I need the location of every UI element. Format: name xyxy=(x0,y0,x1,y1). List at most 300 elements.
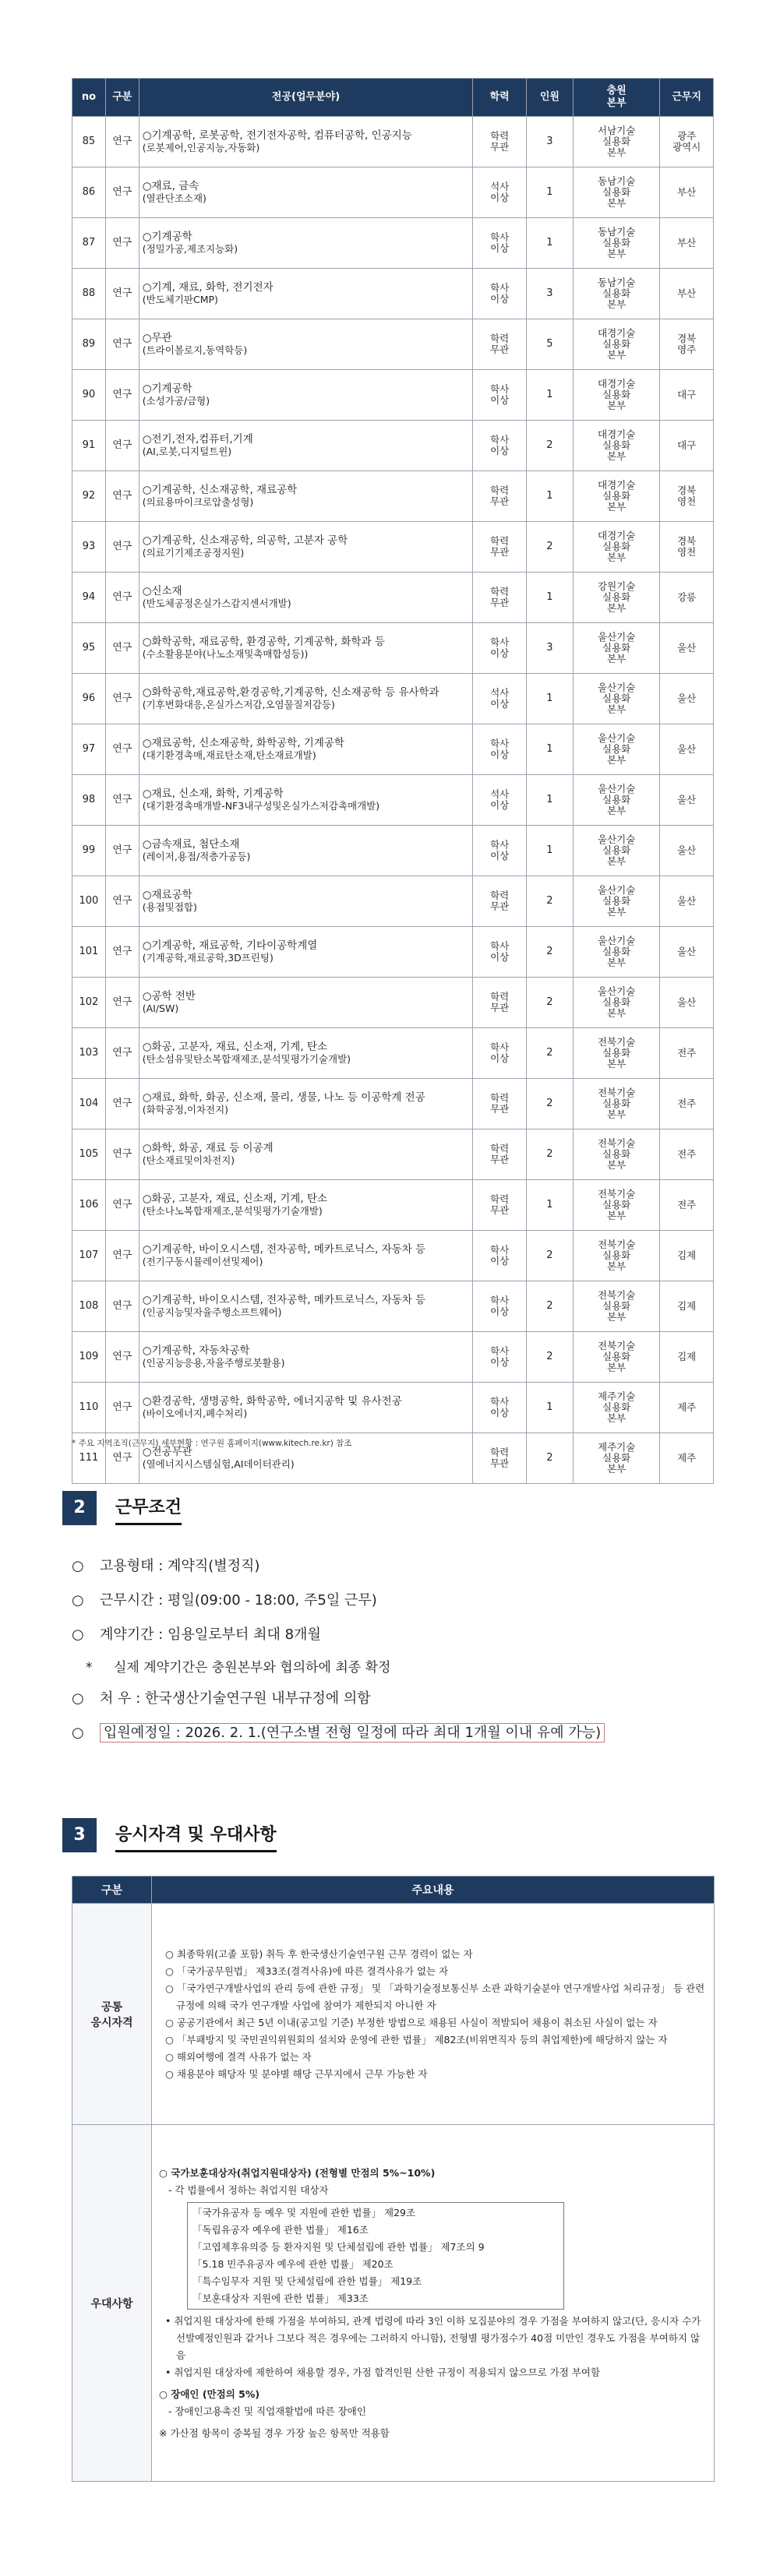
hq-text: 본부 xyxy=(607,1412,627,1424)
location-text: 울산 xyxy=(677,844,697,856)
row-field xyxy=(139,674,473,724)
row-type: 연구 xyxy=(105,674,139,724)
field-major: ○재료공학 xyxy=(142,889,192,901)
field-major: ○기계공학 xyxy=(142,231,192,243)
row-hq xyxy=(573,876,659,927)
row-location xyxy=(660,117,714,167)
table-row xyxy=(72,775,714,826)
education-text: 석사 xyxy=(490,687,510,699)
row-type: 연구 xyxy=(105,117,139,167)
row-field xyxy=(139,319,473,370)
row-no: 92 xyxy=(72,471,106,522)
field-major: ○금속재료, 첨단소재 xyxy=(142,838,240,851)
hq-text: 강원기술 xyxy=(598,580,636,592)
row-location xyxy=(660,1079,714,1129)
row-type: 연구 xyxy=(105,1383,139,1433)
location-text: 김제 xyxy=(677,1351,697,1362)
location-text: 경북 xyxy=(677,485,697,496)
row-field xyxy=(139,269,473,319)
row-no: 86 xyxy=(72,167,106,218)
row-field xyxy=(139,573,473,623)
hq-text: 실용화 xyxy=(602,692,631,704)
row-education xyxy=(473,674,527,724)
row-type: 연구 xyxy=(105,218,139,269)
field-detail: (의료기기제조공정지원) xyxy=(142,547,245,559)
location-text: 울산 xyxy=(677,642,697,654)
education-text: 무관 xyxy=(490,1002,510,1013)
condition-bullet: ○ xyxy=(72,1626,84,1643)
table-row xyxy=(72,1180,714,1231)
preference-row xyxy=(72,2125,715,2482)
condition-item xyxy=(72,1687,711,1707)
row-hq xyxy=(573,1231,659,1281)
row-count: 2 xyxy=(526,1231,573,1281)
row-no: 110 xyxy=(72,1383,106,1433)
hq-text: 실용화 xyxy=(602,743,631,755)
row-count: 2 xyxy=(526,1129,573,1180)
row-type: 연구 xyxy=(105,1332,139,1383)
row-type: 연구 xyxy=(105,927,139,978)
condition-text: 처 우 : 한국생산기술연구원 내부규정에 의함 xyxy=(100,1690,371,1707)
table-row xyxy=(72,826,714,876)
row-count: 2 xyxy=(526,421,573,471)
table-row xyxy=(72,1079,714,1129)
row-hq xyxy=(573,421,659,471)
hq-text: 본부 xyxy=(607,653,627,664)
table-row xyxy=(72,1129,714,1180)
education-text: 학력 xyxy=(490,1193,510,1205)
preference-content xyxy=(152,2125,715,2482)
qualification-item: ○ 최종학위(고졸 포함) 취득 후 한국생산기술연구원 근무 경력이 없는 자 xyxy=(165,1947,473,1960)
row-field xyxy=(139,623,473,674)
condition-text: 계약기간 : 임용일로부터 최대 8개월 xyxy=(100,1626,321,1643)
row-count: 1 xyxy=(526,218,573,269)
education-text: 무관 xyxy=(490,597,510,608)
row-count: 2 xyxy=(526,1281,573,1332)
row-field xyxy=(139,370,473,421)
table-row xyxy=(72,218,714,269)
preference-label: 우대사항 xyxy=(72,2125,152,2482)
location-text: 영주 xyxy=(677,344,697,355)
row-type: 연구 xyxy=(105,1281,139,1332)
row-type: 연구 xyxy=(105,876,139,927)
row-no: 93 xyxy=(72,522,106,573)
education-text: 학력 xyxy=(490,130,510,142)
preference-note: • 취업지원 대상자에 제한하여 채용할 경우, 가점 합격인원 산한 규정이 적용되지 않으므로 가점 부여함 xyxy=(165,2366,601,2378)
education-text: 학력 xyxy=(490,1092,510,1104)
row-education xyxy=(473,370,527,421)
row-education xyxy=(473,978,527,1028)
education-text: 이상 xyxy=(490,1255,510,1267)
field-detail: (기후변화대응,온실가스저감,오염물질저감등) xyxy=(142,699,335,710)
row-count: 3 xyxy=(526,269,573,319)
location-text: 영천 xyxy=(677,546,697,558)
row-education xyxy=(473,1231,527,1281)
row-education xyxy=(473,1079,527,1129)
row-education xyxy=(473,1180,527,1231)
table-row xyxy=(72,269,714,319)
row-location xyxy=(660,978,714,1028)
hq-text: 제주기술 xyxy=(598,1441,636,1453)
row-type: 연구 xyxy=(105,471,139,522)
hq-text: 본부 xyxy=(607,197,627,209)
qualification-table xyxy=(72,1876,715,2482)
education-text: 학력 xyxy=(490,535,510,547)
field-detail: (탄소나노복합재제조,분석및평가기술개발) xyxy=(142,1205,323,1217)
general-qualification-row xyxy=(72,1904,715,2125)
row-hq xyxy=(573,674,659,724)
hq-text: 전북기술 xyxy=(598,1087,636,1098)
table-row xyxy=(72,370,714,421)
row-location xyxy=(660,674,714,724)
field-detail: (전기구동시뮬레이션및제어) xyxy=(142,1256,263,1267)
row-hq xyxy=(573,826,659,876)
education-text: 이상 xyxy=(490,1052,510,1064)
header-location xyxy=(660,79,714,117)
row-type: 연구 xyxy=(105,269,139,319)
row-hq xyxy=(573,1180,659,1231)
table-row xyxy=(72,1231,714,1281)
row-field xyxy=(139,167,473,218)
location-text: 광역시 xyxy=(672,141,701,153)
row-type: 연구 xyxy=(105,1433,139,1484)
row-location xyxy=(660,1383,714,1433)
hq-text: 전북기술 xyxy=(598,1036,636,1048)
row-location xyxy=(660,927,714,978)
hq-text: 본부 xyxy=(607,855,627,867)
row-education xyxy=(473,826,527,876)
hq-text: 본부 xyxy=(607,146,627,158)
row-hq xyxy=(573,1028,659,1079)
location-text: 대구 xyxy=(677,439,697,451)
education-text: 학력 xyxy=(490,1143,510,1154)
hq-text: 본부 xyxy=(607,1058,627,1070)
location-text: 전주 xyxy=(677,1148,697,1160)
row-location xyxy=(660,573,714,623)
veteran-sub: - 각 법률에서 정하는 취업지원 대상자 xyxy=(168,2183,329,2196)
law-item: 「고엽제후유의증 등 환자지원 및 단체설립에 관한 법률」 제7조의 9 xyxy=(192,2240,485,2253)
row-field xyxy=(139,117,473,167)
row-no: 100 xyxy=(72,876,106,927)
row-no: 85 xyxy=(72,117,106,167)
field-detail: (트라이볼로지,동역학등) xyxy=(142,344,248,356)
hq-text: 본부 xyxy=(607,1108,627,1120)
header-no xyxy=(72,79,106,117)
location-text: 경북 xyxy=(677,333,697,344)
hq-text: 본부 xyxy=(607,1007,627,1019)
row-count: 3 xyxy=(526,623,573,674)
row-no: 111 xyxy=(72,1433,106,1484)
label-line: 공통 xyxy=(101,2000,123,2014)
hq-text: 본부 xyxy=(607,703,627,715)
field-detail: (정밀가공,제조지능화) xyxy=(142,243,238,255)
positions-table xyxy=(72,78,714,1484)
general-label xyxy=(72,1904,152,2125)
field-detail: (대기환경촉매개발-NF3내구성및온실가스저감촉매개발) xyxy=(142,800,380,812)
row-location xyxy=(660,421,714,471)
education-text: 이상 xyxy=(490,394,510,406)
location-text: 경북 xyxy=(677,535,697,547)
education-text: 무관 xyxy=(490,1103,510,1115)
qualification-item: ○ 공공기관에서 최근 5년 이내(공고일 기준) 부정한 방법으로 채용된 사실이 적발되어 채용이 취소된 사실이 없는 자 xyxy=(165,2016,658,2028)
education-text: 학력 xyxy=(490,890,510,901)
row-field xyxy=(139,826,473,876)
field-major: ○신소재 xyxy=(142,585,182,597)
positions-header-row xyxy=(72,79,714,117)
field-detail: (소성가공/금형) xyxy=(142,395,210,407)
row-count: 1 xyxy=(526,674,573,724)
row-type: 연구 xyxy=(105,1079,139,1129)
hq-text: 실용화 xyxy=(602,237,631,248)
row-hq xyxy=(573,471,659,522)
location-text: 대구 xyxy=(677,389,697,400)
row-type: 연구 xyxy=(105,573,139,623)
education-text: 이상 xyxy=(490,799,510,811)
preference-note: • 취업지원 대상자에 한해 가점을 부여하되, 관계 법령에 따라 3인 이하 모집분야의 경우 가점을 부여하지 않고(단, 응시자 수가 선발예정인원과 같거나 그보다 적은 경우에는 그러하지 아니함), 전형별 평가점수가 40점 미만인 경우도 가점을 부여하지 않음 xyxy=(165,2314,701,2361)
condition-text: 고용형태 : 계약직(별정직) xyxy=(100,1558,260,1574)
qualification-item: ○ 「부패방지 및 국민권익위원회의 설치와 운영에 관한 법률」 제82조(비위면직자 등의 취업제한)에 해당하지 않는 자 xyxy=(165,2033,668,2046)
row-education xyxy=(473,573,527,623)
field-detail: (대기환경촉매,재료탄소재,탄소재료개발) xyxy=(142,749,316,761)
hq-text: 실용화 xyxy=(602,642,631,654)
hq-text: 울산기술 xyxy=(598,935,636,946)
header-text: 전공(업무분야) xyxy=(271,91,341,103)
education-text: 석사 xyxy=(490,788,510,800)
hq-text: 울산기술 xyxy=(598,631,636,643)
disabled-sub: - 장애인고용촉진 및 직업재활법에 따른 장애인 xyxy=(168,2405,366,2417)
hq-text: 본부 xyxy=(607,298,627,310)
location-text: 울산 xyxy=(677,996,697,1008)
hq-text: 실용화 xyxy=(602,591,631,603)
section-header-3 xyxy=(62,1818,709,1852)
row-count: 2 xyxy=(526,876,573,927)
row-field xyxy=(139,471,473,522)
row-field xyxy=(139,1129,473,1180)
condition-bullet: ○ xyxy=(72,1558,84,1574)
hq-text: 실용화 xyxy=(602,1351,631,1362)
row-education xyxy=(473,1281,527,1332)
education-text: 학사 xyxy=(490,1396,510,1408)
section-title: 근무조건 xyxy=(115,1494,182,1525)
row-education xyxy=(473,218,527,269)
field-major: ○기계공학, 신소재공학, 의공학, 고분자 공학 xyxy=(142,534,348,547)
education-text: 이상 xyxy=(490,749,510,760)
location-text: 전주 xyxy=(677,1199,697,1210)
hq-text: 본부 xyxy=(607,349,627,361)
hq-text: 본부 xyxy=(607,501,627,513)
field-major: ○화학공학,재료공학,환경공학,기계공학, 신소재공학 등 유사학과 xyxy=(142,686,439,699)
row-education xyxy=(473,421,527,471)
row-hq xyxy=(573,927,659,978)
condition-item xyxy=(72,1589,711,1609)
row-no: 98 xyxy=(72,775,106,826)
positions-table-wrap xyxy=(72,78,714,1484)
law-item: 「독립유공자 예우에 관한 법률」 제16조 xyxy=(192,2223,369,2236)
education-text: 이상 xyxy=(490,951,510,963)
row-no: 88 xyxy=(72,269,106,319)
general-content xyxy=(152,1904,715,2125)
field-major: ○환경공학, 생명공학, 화학공학, 에너지공학 및 유사전공 xyxy=(142,1395,402,1408)
table-row xyxy=(72,1332,714,1383)
row-type: 연구 xyxy=(105,775,139,826)
hq-text: 실용화 xyxy=(602,1300,631,1312)
row-no: 87 xyxy=(72,218,106,269)
row-education xyxy=(473,117,527,167)
education-text: 석사 xyxy=(490,181,510,192)
row-education xyxy=(473,167,527,218)
header-text: 본부 xyxy=(606,97,627,109)
row-count: 1 xyxy=(526,775,573,826)
field-detail: (열관단조소재) xyxy=(142,192,206,204)
field-major: ○기계공학, 자동차공학 xyxy=(142,1344,250,1357)
row-no: 95 xyxy=(72,623,106,674)
disabled-heading: ○ 장애인 (만점의 5%) xyxy=(159,2387,260,2400)
field-detail: (레이저,용접/적층가공등) xyxy=(142,851,251,862)
hq-text: 울산기술 xyxy=(598,682,636,693)
table-row xyxy=(72,1383,714,1433)
condition-text: 실제 계약기간은 충원본부와 협의하에 최종 확정 xyxy=(114,1660,391,1676)
hq-text: 전북기술 xyxy=(598,1340,636,1351)
header-field xyxy=(139,79,473,117)
field-detail: (화학공정,이차전지) xyxy=(142,1104,229,1115)
row-type: 연구 xyxy=(105,319,139,370)
row-education xyxy=(473,775,527,826)
row-no: 102 xyxy=(72,978,106,1028)
hq-text: 본부 xyxy=(607,450,627,462)
education-text: 학사 xyxy=(490,1041,510,1053)
education-text: 이상 xyxy=(490,850,510,862)
hq-text: 본부 xyxy=(607,805,627,816)
field-detail: (탄소재료및이차전지) xyxy=(142,1154,235,1166)
condition-bullet: ○ xyxy=(72,1725,84,1741)
row-no: 106 xyxy=(72,1180,106,1231)
hq-text: 본부 xyxy=(607,754,627,766)
row-education xyxy=(473,1129,527,1180)
hq-text: 제주기술 xyxy=(598,1390,636,1402)
condition-item xyxy=(72,1656,725,1676)
education-text: 학력 xyxy=(490,333,510,344)
hq-text: 전북기술 xyxy=(598,1137,636,1149)
row-type: 연구 xyxy=(105,724,139,775)
location-text: 제주 xyxy=(677,1452,697,1464)
row-education xyxy=(473,1028,527,1079)
field-major: ○기계공학 xyxy=(142,382,192,395)
hq-text: 실용화 xyxy=(602,794,631,805)
hq-text: 실용화 xyxy=(602,1098,631,1109)
field-major: ○기계공학, 바이오시스템, 전자공학, 메카트로닉스, 자동차 등 xyxy=(142,1294,426,1306)
row-hq xyxy=(573,775,659,826)
field-major: ○화학, 화공, 재료 등 이공계 xyxy=(142,1142,274,1154)
row-no: 89 xyxy=(72,319,106,370)
field-detail: (열에너지시스템실험,AI데이터관리) xyxy=(142,1458,295,1470)
law-list-box xyxy=(187,2202,564,2310)
hq-text: 본부 xyxy=(607,248,627,259)
table-row xyxy=(72,573,714,623)
row-location xyxy=(660,826,714,876)
row-count: 1 xyxy=(526,1383,573,1433)
education-text: 학사 xyxy=(490,1244,510,1256)
row-no: 107 xyxy=(72,1231,106,1281)
qualification-item: ○ 「국가연구개발사업의 관리 등에 관한 규정」 및 「과학기술정보통신부 소관 과학기술분야 연구개발사업 처리규정」 등 관련 규정에 의해 국가 연구개발 사업에 참여가 제한되지 아니한 자 xyxy=(165,1982,705,2011)
field-major: ○화학공학, 재료공학, 환경공학, 기계공학, 화학과 등 xyxy=(142,636,385,648)
table-row xyxy=(72,1281,714,1332)
hq-text: 울산기술 xyxy=(598,833,636,845)
row-hq xyxy=(573,573,659,623)
row-location xyxy=(660,1129,714,1180)
row-type: 연구 xyxy=(105,1180,139,1231)
row-count: 2 xyxy=(526,522,573,573)
hq-text: 실용화 xyxy=(602,1249,631,1261)
row-education xyxy=(473,724,527,775)
row-type: 연구 xyxy=(105,1231,139,1281)
row-no: 109 xyxy=(72,1332,106,1383)
row-no: 104 xyxy=(72,1079,106,1129)
hq-text: 전북기술 xyxy=(598,1188,636,1200)
hq-text: 본부 xyxy=(607,1159,627,1171)
education-text: 학사 xyxy=(490,1345,510,1357)
header-text: 인원 xyxy=(539,91,559,103)
row-no: 91 xyxy=(72,421,106,471)
section-number: 2 xyxy=(62,1491,97,1525)
hq-text: 본부 xyxy=(607,1362,627,1373)
table-row xyxy=(72,876,714,927)
positions-body xyxy=(72,117,714,1484)
row-education xyxy=(473,1433,527,1484)
field-major: ○기계공학, 재료공학, 기타이공학계열 xyxy=(142,939,318,952)
education-text: 무관 xyxy=(490,1457,510,1469)
field-major: ○재료, 화학, 화공, 신소재, 물리, 생물, 나노 등 이공학계 전공 xyxy=(142,1091,425,1104)
header-text: 구분 xyxy=(112,91,132,103)
table-row xyxy=(72,471,714,522)
veteran-heading: ○ 국가보훈대상자(취업지원대상자) (전형별 만점의 5%~10%) xyxy=(159,2166,436,2179)
hq-text: 실용화 xyxy=(602,996,631,1008)
field-detail: (바이오에너지,폐수처리) xyxy=(142,1408,248,1419)
row-no: 97 xyxy=(72,724,106,775)
field-major: ○화공, 고분자, 재료, 신소재, 기계, 탄소 xyxy=(142,1193,327,1205)
field-major: ○재료, 금속 xyxy=(142,180,199,192)
education-text: 학사 xyxy=(490,940,510,952)
hq-text: 동남기술 xyxy=(598,226,636,238)
location-text: 울산 xyxy=(677,692,697,704)
row-field xyxy=(139,724,473,775)
header-content: 주요내용 xyxy=(152,1876,715,1904)
field-major: ○기계공학, 바이오시스템, 전자공학, 메카트로닉스, 자동차 등 xyxy=(142,1243,426,1256)
row-field xyxy=(139,775,473,826)
hq-text: 실용화 xyxy=(602,136,631,147)
education-text: 학력 xyxy=(490,991,510,1003)
education-text: 이상 xyxy=(490,698,510,710)
header-text: no xyxy=(81,91,97,103)
location-text: 강릉 xyxy=(677,591,697,603)
hq-text: 실용화 xyxy=(602,287,631,299)
location-text: 전주 xyxy=(677,1098,697,1109)
location-text: 부산 xyxy=(677,186,697,198)
qualification-item: ○ 해외여행에 결격 사유가 없는 자 xyxy=(165,2050,312,2063)
row-field xyxy=(139,927,473,978)
row-type: 연구 xyxy=(105,1129,139,1180)
section-number: 3 xyxy=(62,1818,97,1852)
row-field xyxy=(139,1332,473,1383)
row-education xyxy=(473,269,527,319)
row-type: 연구 xyxy=(105,623,139,674)
field-major: ○화공, 고분자, 재료, 신소재, 기계, 탄소 xyxy=(142,1041,327,1053)
education-text: 학사 xyxy=(490,738,510,749)
education-text: 무관 xyxy=(490,141,510,153)
table-row xyxy=(72,927,714,978)
header-education xyxy=(473,79,527,117)
education-text: 학사 xyxy=(490,434,510,446)
hq-text: 본부 xyxy=(607,551,627,563)
